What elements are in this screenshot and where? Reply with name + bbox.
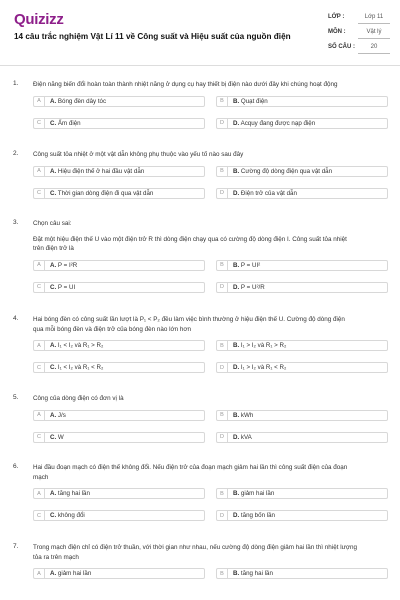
option-value: I₁ > I₂ và R₁ > R₂ [240, 342, 287, 349]
option-key: B. [233, 342, 240, 349]
option-letter-badge: A [34, 261, 45, 270]
option-value: giảm hai lần [57, 570, 92, 577]
question-line: trên điện trở là [33, 245, 74, 252]
option-text [45, 190, 153, 197]
option-value: J/s [57, 411, 66, 419]
option-text [228, 262, 260, 269]
option-value: P = UI [57, 283, 76, 291]
option-key: B. [233, 570, 240, 577]
option-value: Ấm điện [57, 119, 81, 127]
question-line: Đặt một hiệu điện thế U vào một điện trở R thì dòng điện chạy qua có cường độ dòng điện I. Công suất tỏa nhiệt [33, 235, 347, 243]
option-value: tăng hai lần [240, 570, 273, 577]
answer-option-a[interactable] [33, 96, 205, 107]
answer-option-d[interactable] [216, 188, 388, 199]
answer-option-b[interactable] [216, 166, 388, 177]
question-line: Công của dòng điện có đơn vị là [33, 395, 124, 402]
option-value: I₁ < I₂ và R₁ > R₂ [57, 342, 104, 349]
option-value: Quạt điện [240, 97, 268, 105]
meta-row-class [328, 14, 390, 29]
meta-row-count [328, 44, 390, 59]
answer-option-c[interactable] [33, 188, 205, 199]
answer-option-c[interactable] [33, 432, 205, 443]
answer-option-b[interactable] [216, 488, 388, 499]
meta-info [328, 14, 390, 59]
option-letter-badge: B [217, 261, 228, 270]
answer-option-d[interactable] [216, 362, 388, 373]
option-key: C. [50, 119, 57, 127]
option-letter-badge: B [217, 411, 228, 420]
option-value: I₁ > I₂ và R₁ < R₂ [240, 364, 287, 371]
answer-option-a[interactable] [33, 568, 205, 579]
option-letter-badge: B [217, 489, 228, 498]
option-text [45, 342, 103, 349]
option-value: Bóng đèn dây tóc [57, 97, 107, 105]
option-key: B. [233, 261, 240, 269]
option-value: giảm hai lần [240, 490, 275, 497]
option-text [45, 284, 75, 291]
option-text [45, 262, 77, 269]
answer-option-b[interactable] [216, 410, 388, 421]
option-letter-badge: C [34, 119, 45, 128]
option-text [228, 120, 315, 127]
answer-option-b[interactable] [216, 568, 388, 579]
option-text [228, 512, 275, 519]
option-text [45, 98, 106, 105]
question-text [33, 315, 383, 334]
meta-row-subject [328, 29, 390, 44]
option-text [228, 190, 297, 197]
option-key: B. [233, 490, 240, 497]
question-number: 7. [13, 543, 19, 550]
option-letter-badge: A [34, 167, 45, 176]
answer-option-b[interactable] [216, 260, 388, 271]
header-divider [0, 65, 400, 66]
question-line: Chọn câu sai: [33, 220, 72, 227]
option-key: B. [233, 167, 240, 175]
option-value: không đổi [57, 512, 85, 519]
option-text [45, 490, 90, 497]
option-value: P = UI² [240, 261, 261, 269]
option-key: D. [233, 283, 240, 291]
answer-option-c[interactable] [33, 510, 205, 521]
option-letter-badge: B [217, 167, 228, 176]
option-key: B. [233, 97, 240, 105]
question-number: 4. [13, 315, 19, 322]
option-value: P = I²R [57, 261, 78, 269]
option-key: C. [50, 189, 57, 197]
option-letter-badge: D [217, 363, 228, 372]
meta-value: 20 [358, 44, 390, 54]
option-key: D. [233, 364, 240, 371]
question-line: Điện năng biến đổi hoàn toàn thành nhiệt năng ở dụng cụ hay thiết bị điện nào dưới đây khi chúng hoạt động [33, 81, 338, 88]
option-letter-badge: C [34, 283, 45, 292]
option-letter-badge: D [217, 189, 228, 198]
option-text [45, 168, 144, 175]
question-line: Hai đầu đoạn mạch có điện thế không đổi. Nếu điện trở của đoạn mạch giảm hai lần thì công suất điện của đoạn [33, 464, 348, 471]
answer-option-a[interactable] [33, 410, 205, 421]
answer-option-a[interactable] [33, 260, 205, 271]
option-text [228, 490, 274, 497]
answer-option-d[interactable] [216, 118, 388, 129]
option-key: A. [50, 490, 57, 497]
option-key: C. [50, 433, 57, 441]
answer-option-d[interactable] [216, 282, 388, 293]
question-line: Công suất tỏa nhiệt ở một vật dẫn không phụ thuộc vào yếu tố nào sau đây [33, 151, 244, 158]
meta-label: SỐ CÂU : [328, 44, 355, 50]
option-letter-badge: B [217, 569, 228, 578]
option-letter-badge: C [34, 189, 45, 198]
option-letter-badge: D [217, 433, 228, 442]
question-text [33, 219, 383, 254]
answer-option-a[interactable] [33, 340, 205, 351]
option-text [228, 98, 268, 105]
question-text [33, 394, 383, 404]
option-text [228, 412, 253, 419]
question-text [33, 463, 383, 482]
option-text [228, 364, 286, 371]
answer-option-c[interactable] [33, 362, 205, 373]
option-value: kWh [240, 411, 254, 419]
answer-option-c[interactable] [33, 282, 205, 293]
option-value: Cường độ dòng điện qua vật dẫn [240, 167, 333, 175]
question-number: 6. [13, 463, 19, 470]
option-letter-badge: C [34, 511, 45, 520]
option-key: C. [50, 283, 57, 291]
answer-option-a[interactable] [33, 166, 205, 177]
option-value: tăng hai lần [57, 490, 90, 497]
option-letter-badge: B [217, 97, 228, 106]
meta-value: Vật lý [358, 29, 390, 39]
option-value: Hiệu điện thế ở hai đầu vật dẫn [57, 167, 145, 175]
option-letter-badge: D [217, 119, 228, 128]
option-letter-badge: A [34, 489, 45, 498]
option-letter-badge: D [217, 283, 228, 292]
question-line: Hai bóng đèn có công suất lần lượt là P₁ < P₂ đều làm việc bình thường ở hiệu điện thế U. Cường độ dòng điện [33, 316, 345, 323]
option-value: W [57, 433, 64, 441]
option-key: A. [50, 411, 57, 419]
option-letter-badge: D [217, 511, 228, 520]
option-letter-badge: A [34, 341, 45, 350]
meta-value: Lớp 11 [358, 14, 390, 24]
question-line: Trong mạch điện chỉ có điện trở thuần, với thời gian như nhau, nếu cường độ dòng điện giảm hai lần thì nhiệt lượng [33, 544, 357, 551]
question-number: 1. [13, 80, 19, 87]
answer-option-d[interactable] [216, 510, 388, 521]
option-text [228, 284, 265, 291]
option-key: D. [233, 189, 240, 197]
option-text [228, 168, 332, 175]
option-text [45, 120, 81, 127]
option-text [228, 434, 252, 441]
answer-option-d[interactable] [216, 432, 388, 443]
option-text [45, 412, 66, 419]
option-value: P = U²/R [240, 283, 265, 291]
option-key: B. [233, 411, 240, 419]
option-key: A. [50, 167, 57, 175]
option-key: A. [50, 570, 57, 577]
question-line: qua mỗi bóng đèn và điện trở của bóng đèn nào lớn hơn [33, 325, 192, 333]
page-title: 14 câu trắc nghiệm Vật Lí 11 về Công suất và Hiệu suất của nguồn điện [14, 32, 291, 41]
option-key: A. [50, 97, 57, 105]
quizizz-logo: Quizizz [14, 11, 64, 28]
worksheet-header [0, 0, 400, 60]
option-key: D. [233, 512, 240, 519]
question-text [33, 150, 383, 160]
answer-option-b[interactable] [216, 96, 388, 107]
option-text [45, 570, 91, 577]
option-key: A. [50, 342, 57, 349]
answer-option-c[interactable] [33, 118, 205, 129]
option-text [228, 342, 286, 349]
option-letter-badge: A [34, 569, 45, 578]
option-text [45, 364, 103, 371]
meta-label: LỚP : [328, 14, 345, 20]
question-line: tỏa ra trên mạch [33, 553, 79, 561]
question-text [33, 543, 383, 562]
option-key: D. [233, 119, 240, 127]
question-number: 3. [13, 219, 19, 226]
option-value: kVA [240, 433, 252, 441]
option-letter-badge: B [217, 341, 228, 350]
option-value: Thời gian dòng điện đi qua vật dẫn [57, 189, 154, 197]
question-line: mạch [33, 473, 49, 481]
answer-option-a[interactable] [33, 488, 205, 499]
option-letter-badge: C [34, 363, 45, 372]
option-value: tăng bốn lần [240, 512, 275, 519]
option-key: C. [50, 512, 57, 519]
option-text [228, 570, 273, 577]
question-number: 2. [13, 150, 19, 157]
option-value: I₁ < I₂ và R₁ < R₂ [57, 364, 104, 371]
option-letter-badge: C [34, 433, 45, 442]
answer-option-b[interactable] [216, 340, 388, 351]
option-key: D. [233, 433, 240, 441]
option-letter-badge: A [34, 97, 45, 106]
option-text [45, 512, 85, 519]
option-value: Điện trở của vật dẫn [240, 189, 297, 197]
question-number: 5. [13, 394, 19, 401]
option-value: Acquy đang được nạp điện [240, 119, 316, 127]
option-letter-badge: A [34, 411, 45, 420]
option-text [45, 434, 64, 441]
option-key: C. [50, 364, 57, 371]
option-key: A. [50, 261, 57, 269]
question-text [33, 80, 383, 90]
meta-label: MÔN : [328, 29, 346, 35]
